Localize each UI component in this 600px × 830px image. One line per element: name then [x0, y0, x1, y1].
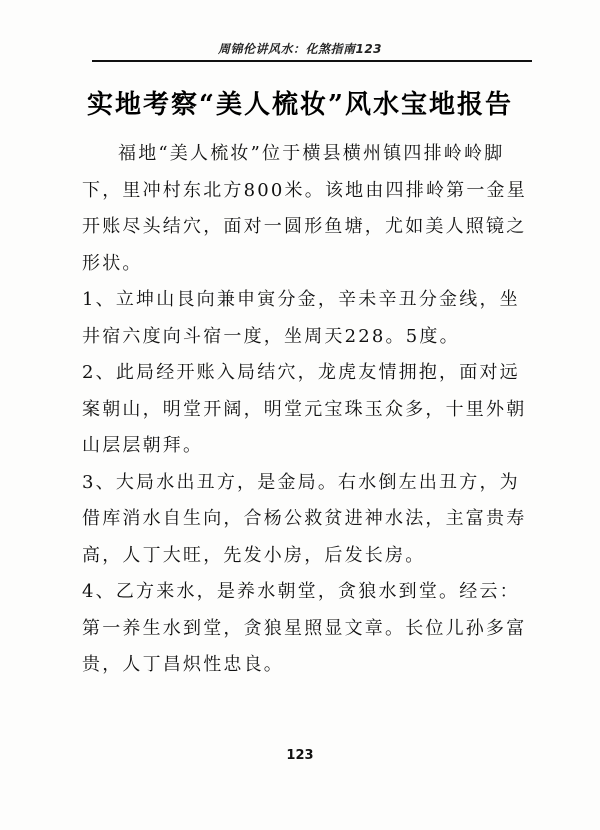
body-text	[82, 136, 532, 684]
running-header: 周锦伦讲风水：化煞指南123	[217, 42, 383, 56]
numbered-paragraph-2: 2、此局经开账入局结穴，龙虎友情拥抱，面对远案朝山，明堂开阔，明堂元宝珠玉众多，十里外朝山层层朝拜。	[82, 362, 527, 456]
numbered-paragraph-1: 1、立坤山艮向兼申寅分金，辛未辛丑分金线，坐井宿六度向斗宿一度，坐周天228。5度。	[82, 289, 520, 347]
numbered-paragraph-3: 3、大局水出丑方，是金局。右水倒左出丑方，为借库消水自生向，合杨公救贫进神水法，主富贵寿高，人丁大旺，先发小房，后发长房。	[82, 471, 527, 566]
intro-paragraph: 福地“美人梳妆”位于横县横州镇四排岭岭脚下，里冲村东北方800米。该地由四排岭第一金星开账尽头结穴，面对一圆形鱼塘，尤如美人照镜之形状。	[82, 143, 527, 274]
page-title: 实地考察“美人梳妆”风水宝地报告	[87, 90, 513, 120]
header-divider	[92, 60, 532, 62]
page-number: 123	[286, 748, 314, 763]
numbered-paragraph-4: 4、乙方来水，是养水朝堂，贪狼水到堂。经云：第一养生水到堂，贪狼星照显文章。长位儿孙多富贵，人丁昌炽性忠良。	[82, 581, 527, 675]
